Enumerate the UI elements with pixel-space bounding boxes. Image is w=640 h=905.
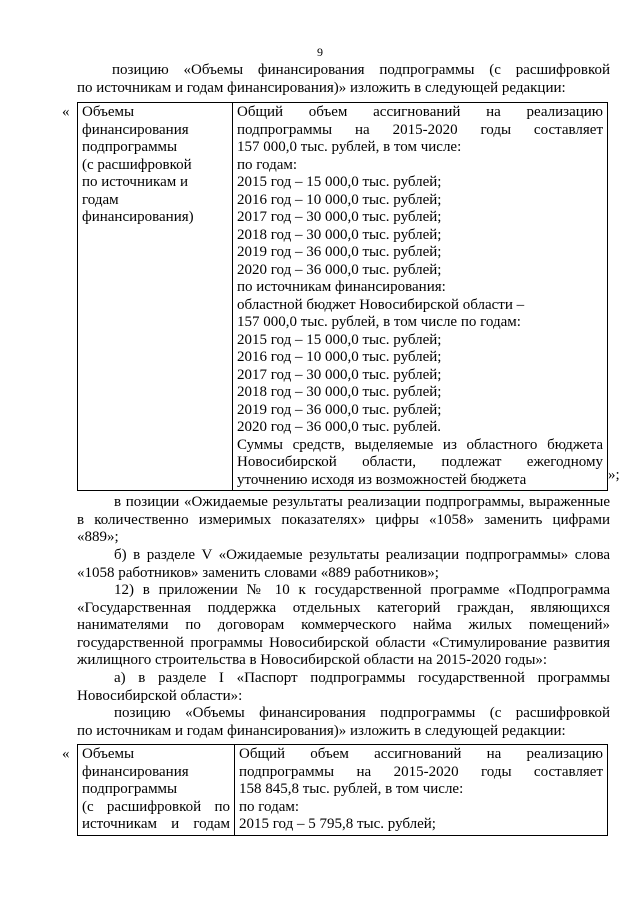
paragraph-results — [77, 494, 610, 547]
cell-line: 2018 год – 30 000,0 тыс. рублей; — [237, 384, 442, 400]
text-line: «Государственная поддержка отдельных категорий граждан, являющихся — [77, 599, 610, 616]
cell-line: 158 845,8 тыс. рублей, в том числе: — [239, 781, 464, 797]
cell-line: Объемы — [82, 746, 135, 762]
cell-line: 157 000,0 тыс. рублей, в том числе по годам: — [237, 314, 521, 330]
table-right-cell — [235, 745, 608, 836]
table-left-cell — [78, 745, 235, 836]
cell-line: 2018 год – 30 000,0 тыс. рублей; — [237, 226, 442, 243]
cell-line: 2020 год – 36 000,0 тыс. рублей; — [237, 261, 442, 278]
paragraph-a — [77, 670, 610, 705]
intro-paragraph-1 — [77, 62, 610, 97]
text-line: «1058 работников» заменить словами «889 работников»; — [77, 564, 439, 581]
cell-line: Общий объем ассигнований на реализацию — [239, 746, 603, 762]
text-line: позицию «Объемы финансирования подпрограммы (с расшифровкой — [112, 62, 610, 78]
cell-line: Новосибирской области, подлежат ежегодному — [237, 454, 603, 470]
text-line: жилищного строительства в Новосибирской области на 2015-2020 годы»: — [77, 652, 548, 668]
cell-line: финансирования — [82, 121, 189, 138]
text-line: нанимателями по договорам коммерческого найма жилых помещений» — [77, 617, 610, 633]
table-right-cell — [233, 103, 608, 491]
page-number: 9 — [317, 45, 323, 59]
financing-table-2 — [77, 744, 608, 836]
cell-line: по годам: — [237, 156, 298, 173]
cell-line: финансирования — [82, 763, 189, 780]
cell-line: 157 000,0 тыс. рублей, в том числе: — [237, 139, 462, 155]
cell-line: 2019 год – 36 000,0 тыс. рублей; — [237, 244, 442, 260]
text-line: позицию «Объемы финансирования подпрограммы (с расшифровкой — [114, 705, 610, 721]
cell-line: 2015 год – 15 000,0 тыс. рублей; — [237, 331, 442, 348]
cell-line: по годам: — [239, 798, 300, 815]
paragraph-b — [77, 547, 610, 582]
close-quote: »; — [608, 467, 620, 483]
cell-line: по источникам и — [82, 174, 189, 190]
cell-line: годам — [82, 191, 119, 208]
text-line: б) в разделе V «Ожидаемые результаты реализации подпрограммы» слова — [114, 547, 610, 563]
text-line: Новосибирской области»: — [77, 687, 243, 704]
text-line: а) в разделе I «Паспорт подпрограммы государственной программы — [114, 670, 610, 686]
text-line: государственной программы Новосибирской области «Стимулирование развития — [77, 634, 610, 651]
cell-line: уточнению исходя из возможностей бюджета — [237, 471, 527, 488]
open-quote: « — [62, 104, 70, 120]
cell-line: 2020 год – 36 000,0 тыс. рублей. — [237, 419, 442, 435]
cell-line: 2017 год – 30 000,0 тыс. рублей; — [237, 366, 442, 383]
cell-line: 2015 год – 15 000,0 тыс. рублей; — [237, 174, 442, 190]
cell-line: подпрограммы — [82, 139, 178, 155]
cell-line: Объемы — [82, 104, 135, 120]
cell-line: Суммы средств, выделяемые из областного бюджета — [237, 436, 603, 453]
cell-line: 2019 год – 36 000,0 тыс. рублей; — [237, 401, 442, 418]
open-quote: « — [62, 746, 70, 762]
cell-line: подпрограммы на 2015-2020 годы составляет — [239, 763, 603, 780]
financing-table-1 — [77, 102, 608, 491]
text-line: 12) в приложении № 10 к государственной программе «Подпрограмма — [114, 582, 610, 598]
cell-line: (с расшифровкой по — [82, 798, 230, 815]
text-line: в количественно измеримых показателях» цифры «1058» заменить цифрами — [77, 511, 610, 528]
cell-line: по источникам финансирования: — [237, 279, 446, 295]
cell-line: 2016 год – 10 000,0 тыс. рублей; — [237, 191, 442, 208]
text-line: в позиции «Ожидаемые результаты реализации подпрограммы, выраженные — [114, 494, 610, 510]
cell-line: областной бюджет Новосибирской области – — [237, 296, 525, 313]
intro-paragraph-2 — [77, 705, 610, 740]
table-left-cell — [78, 103, 233, 491]
cell-line: (с расшифровкой — [82, 156, 192, 173]
cell-line: 2017 год – 30 000,0 тыс. рублей; — [237, 209, 442, 225]
paragraph-12 — [77, 582, 610, 670]
text-line: «889»; — [77, 529, 119, 545]
cell-line: Общий объем ассигнований на реализацию — [237, 104, 603, 120]
text-line: по источникам и годам финансирования)» изложить в следующей редакции: — [77, 79, 566, 96]
text-line: по источникам и годам финансирования)» изложить в следующей редакции: — [77, 722, 566, 739]
cell-line: подпрограммы — [82, 781, 178, 797]
cell-line: источникам и годам — [82, 816, 230, 832]
cell-line: подпрограммы на 2015-2020 годы составляет — [237, 121, 603, 138]
cell-line: финансирования) — [82, 209, 194, 225]
cell-line: 2016 год – 10 000,0 тыс. рублей; — [237, 349, 442, 365]
cell-line: 2015 год – 5 795,8 тыс. рублей; — [239, 816, 436, 832]
